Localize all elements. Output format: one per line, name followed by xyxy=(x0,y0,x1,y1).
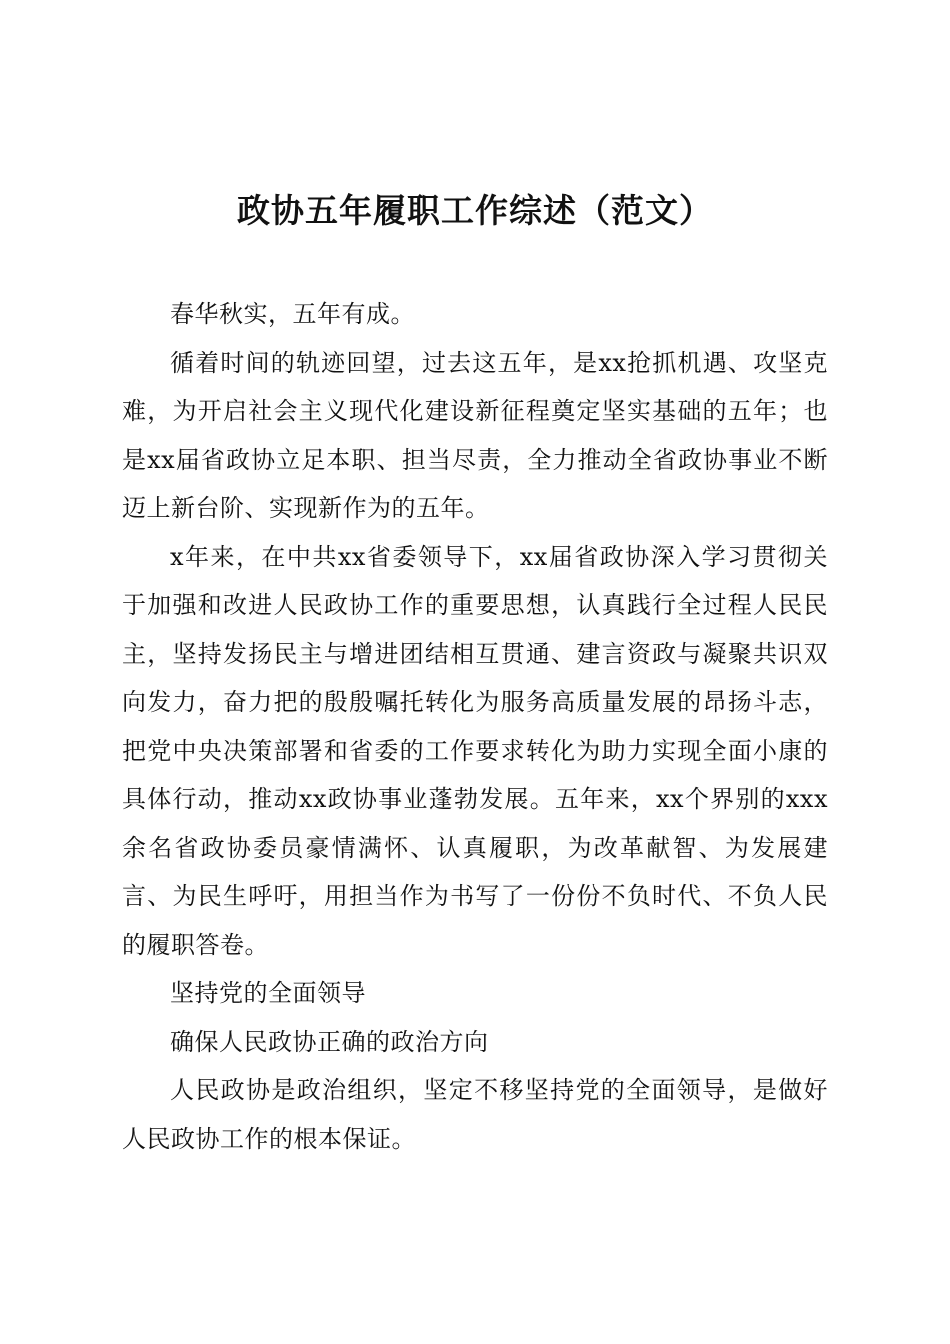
paragraph-intro: 春华秋实，五年有成。 xyxy=(170,300,415,328)
document-body xyxy=(122,290,828,1163)
section-heading-political-direction: 确保人民政协正确的政治方向 xyxy=(170,1027,489,1056)
document-title: 政协五年履职工作综述（范文） xyxy=(237,191,713,230)
paragraph-closing: 人民政协是政治组织，坚定不移坚持党的全面领导，是做好人民政协工作的根本保证。 xyxy=(122,1076,828,1153)
paragraph-review: 循着时间的轨迹回望，过去这五年，是xx抢抓机遇、攻坚克难，为开启社会主义现代化建设新征程奠定坚实基础的五年；也是xx届省政协立足本职、担当尽责，全力推动全省政协事业不断迈上新台阶、实现新作为的五年。 xyxy=(122,348,828,522)
section-heading-party-leadership: 坚持党的全面领导 xyxy=(170,979,366,1007)
paragraph-achievements: x年来，在中共xx省委领导下，xx届省政协深入学习贯彻关于加强和改进人民政协工作的重要思想，认真践行全过程人民民主，坚持发扬民主与增进团结相互贯通、建言资政与凝聚共识双向发力，奋力把的殷殷嘱托转化为服务高质量发展的昂扬斗志，把党中央决策部署和省委的工作要求转化为助力实现全面小康的具体行动，推动xx政协事业蓬勃发展。五年来，xx个界别的xxx余名省政协委员豪情满怀、认真履职，为改革献智、为发展建言、为民生呼吁，用担当作为书写了一份份不负时代、不负人民的履职答卷。 xyxy=(122,542,828,959)
